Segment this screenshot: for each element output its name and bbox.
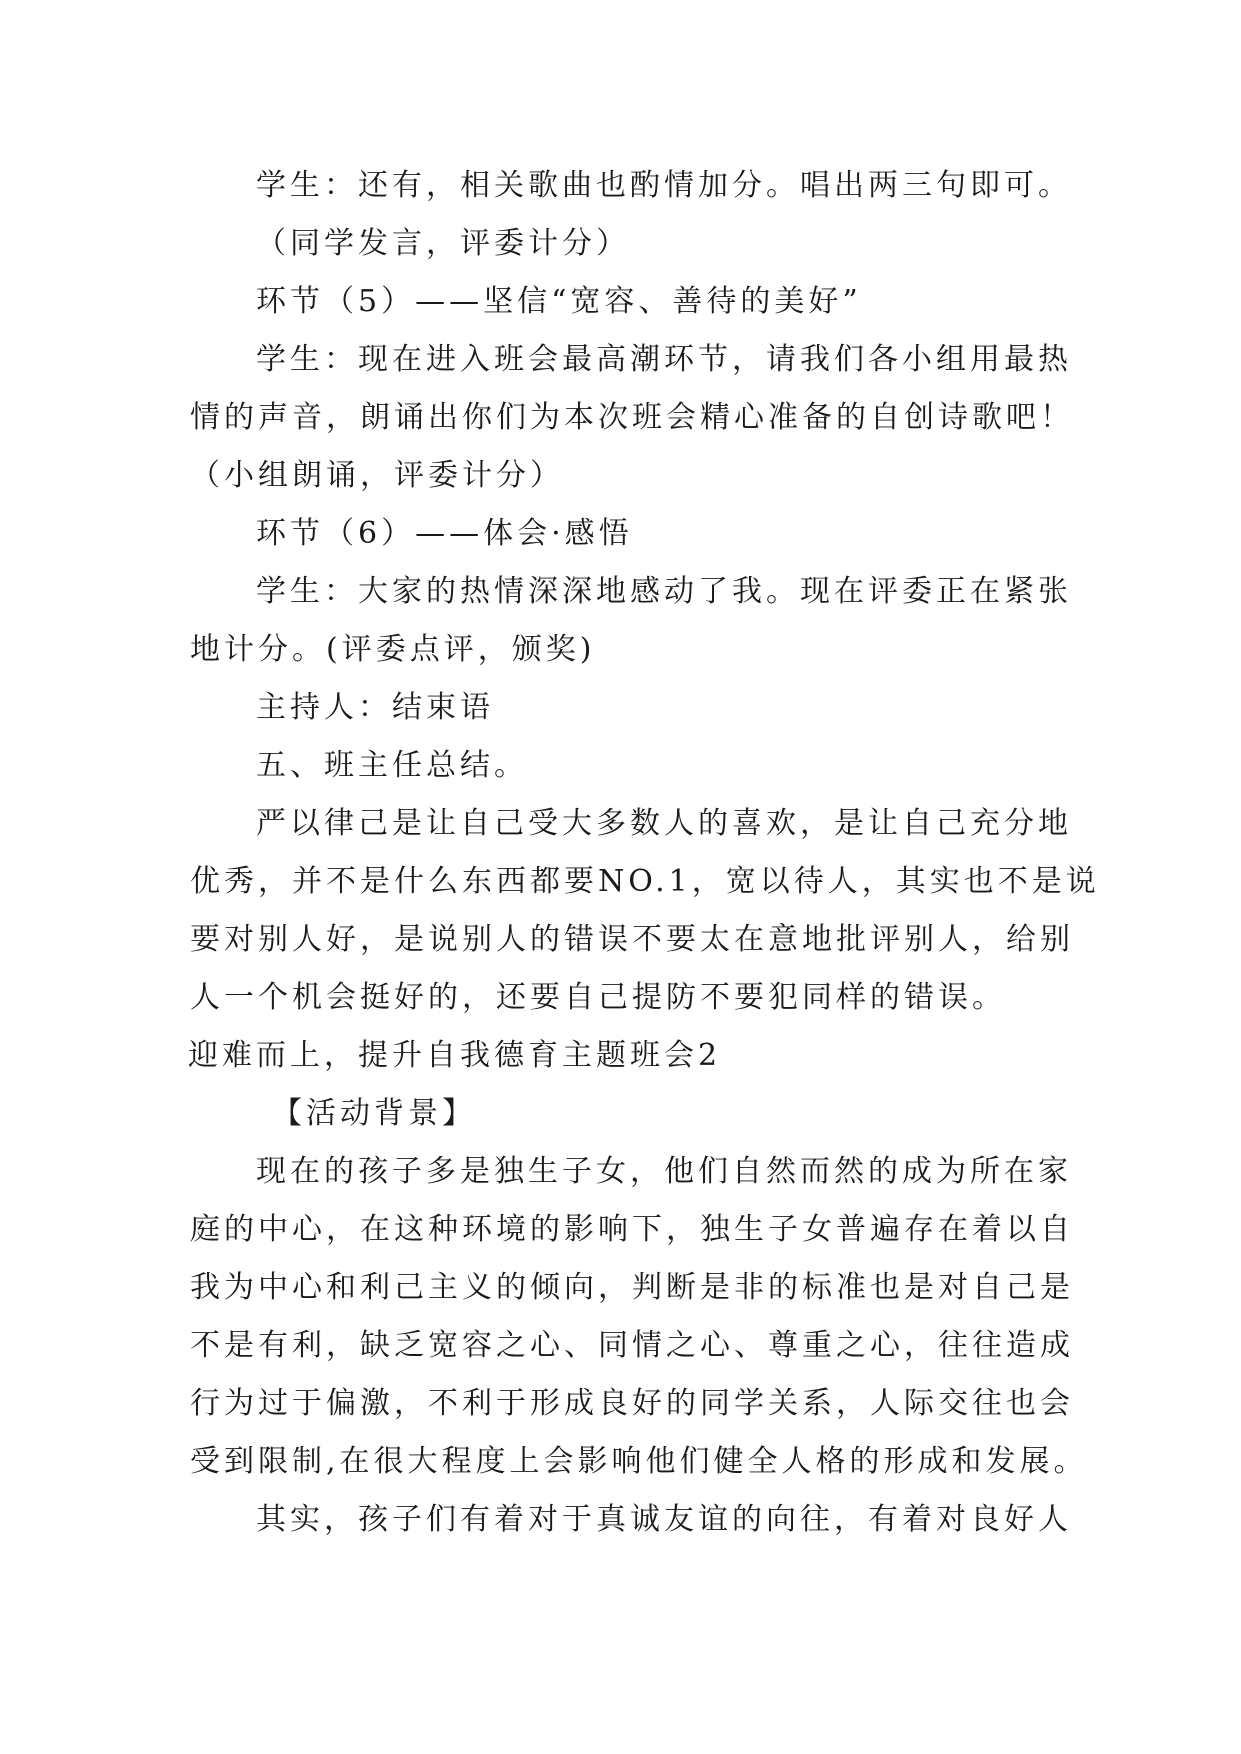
- paragraph-line: 地计分。(评委点评，颁奖): [190, 632, 596, 667]
- paragraph-line: 学生：还有，相关歌曲也酌情加分。唱出两三句即可。: [256, 168, 1072, 203]
- paragraph-line: 学生：大家的热情深深地感动了我。现在评委正在紧张: [256, 574, 1072, 609]
- section-heading: 环节（6）——体会·感悟: [256, 516, 633, 551]
- paragraph-line: 情的声音，朗诵出你们为本次班会精心准备的自创诗歌吧！: [190, 400, 1074, 435]
- paragraph-line: 要对别人好，是说别人的错误不要太在意地批评别人，给别: [190, 922, 1074, 957]
- section-heading: 【活动背景】: [272, 1096, 476, 1131]
- paragraph-line: 不是有利，缺乏宽容之心、同情之心、尊重之心，往往造成: [190, 1328, 1074, 1363]
- paragraph-line: 受到限制,在很大程度上会影响他们健全人格的形成和发展。: [190, 1444, 1088, 1479]
- paragraph-line: 现在的孩子多是独生子女，他们自然而然的成为所在家: [256, 1154, 1072, 1189]
- paragraph-line: （同学发言，评委计分）: [256, 226, 630, 261]
- paragraph-line: 严以律己是让自己受大多数人的喜欢，是让自己充分地: [256, 806, 1072, 841]
- section-heading: 环节（5）——坚信“宽容、善待的美好”: [256, 284, 862, 319]
- section-heading: 五、班主任总结。: [256, 748, 528, 783]
- paragraph-line: 人一个机会挺好的，还要自己提防不要犯同样的错误。: [190, 980, 1006, 1015]
- document-title: 迎难而上，提升自我德育主题班会2: [188, 1038, 722, 1073]
- paragraph-line: 学生：现在进入班会最高潮环节，请我们各小组用最热: [256, 342, 1072, 377]
- paragraph-line: 其实，孩子们有着对于真诚友谊的向往，有着对良好人: [256, 1502, 1072, 1537]
- paragraph-line: 主持人：结束语: [256, 690, 494, 725]
- paragraph-line: 优秀，并不是什么东西都要NO.1，宽以待人，其实也不是说: [190, 864, 1100, 899]
- paragraph-line: 庭的中心，在这种环境的影响下，独生子女普遍存在着以自: [190, 1212, 1074, 1247]
- paragraph-line: （小组朗诵，评委计分）: [190, 458, 564, 493]
- paragraph-line: 行为过于偏激，不利于形成良好的同学关系，人际交往也会: [190, 1386, 1074, 1421]
- paragraph-line: 我为中心和利己主义的倾向，判断是非的标准也是对自己是: [190, 1270, 1074, 1305]
